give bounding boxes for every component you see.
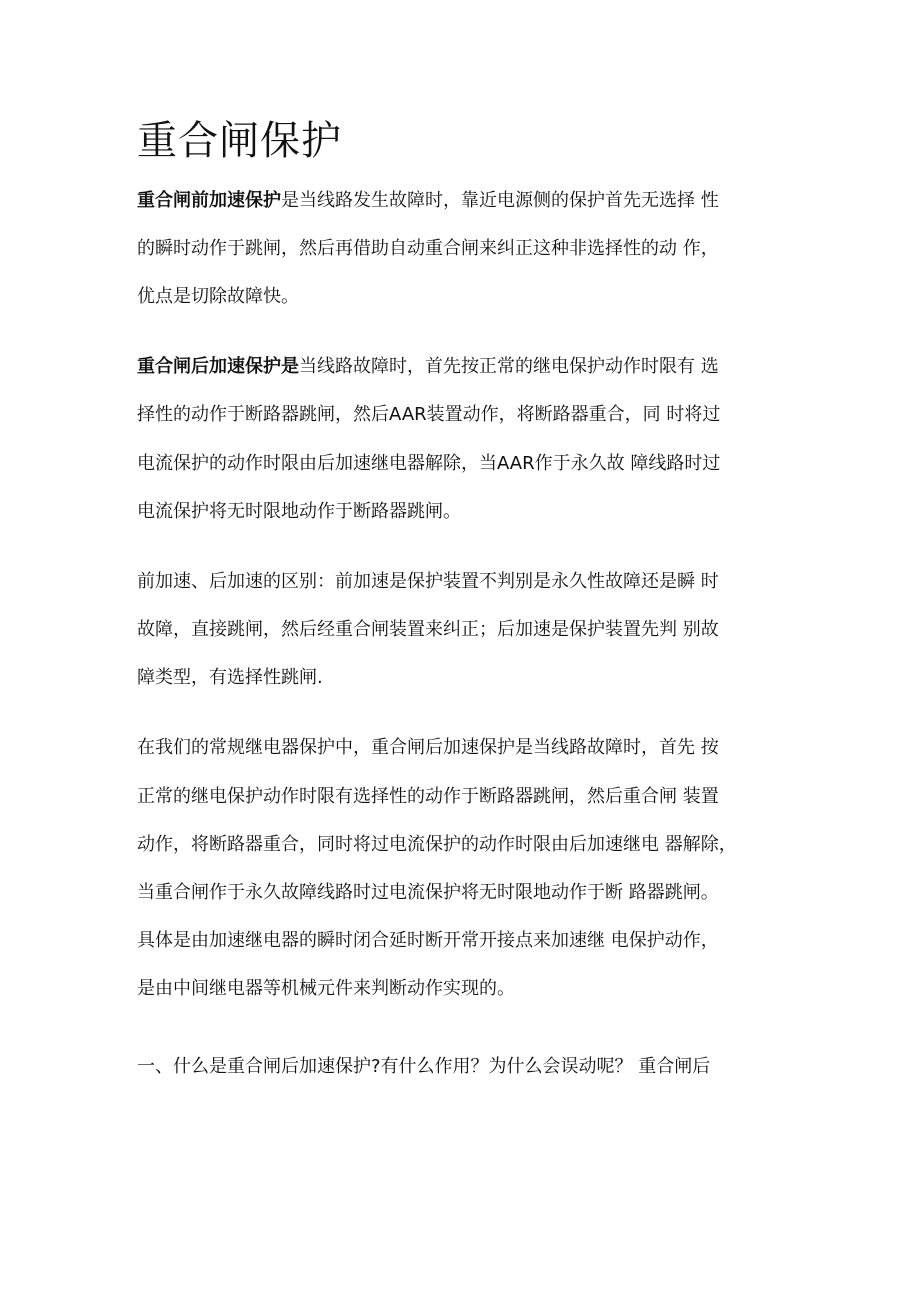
paragraph-4-line-4: 当重合闸作于永久故障线路时过电流保护将无时限地动作于断 路器跳闸。 (137, 882, 719, 903)
paragraph-4-line-1: 在我们的常规继电器保护中，重合闸后加速保护是当线路故障时，首先 按 (137, 737, 719, 758)
paragraph-1-line-3: 优点是切除故障快。 (137, 286, 299, 307)
paragraph-3-line-1: 前加速、后加速的区别：前加速是保护装置不判别是永久性故障还是瞬 时 (137, 571, 719, 592)
paragraph-2-line-2: 择性的动作于断路器跳闸，然后AAR装置动作，将断路器重合，同 时将过 (137, 404, 721, 425)
paragraph-1-line-1-text: 是当线路发生故障时，靠近电源侧的保护首先无选择 性 (281, 190, 719, 211)
paragraph-4-line-5: 具体是由加速继电器的瞬时闭合延时断开常开接点来加速继 电保护动作， (137, 930, 719, 951)
paragraph-4-line-6: 是由中间继电器等机械元件来判断动作实现的。 (137, 978, 515, 999)
document-title: 重合闸保护 (137, 118, 342, 164)
paragraph-1-line-2: 的瞬时动作于跳闸，然后再借助自动重合闸来纠正这种非选择性的动 作， (137, 238, 719, 259)
paragraph-2-line-4: 电流保护将无时限地动作于断路器跳闸。 (137, 501, 461, 522)
paragraph-5-line-1: 一、什么是重合闸后加速保护?有什么作用？为什么会误动呢？ 重合闸后 (137, 1056, 711, 1077)
paragraph-3-line-3: 障类型，有选择性跳闸. (137, 667, 323, 688)
paragraph-2-line-1-text: 当线路故障时，首先按正常的继电保护动作时限有 选 (299, 356, 719, 377)
paragraph-4-line-3: 动作，将断路器重合，同时将过电流保护的动作时限由后加速继电 器解除， (137, 834, 737, 855)
paragraph-1-lead-term: 重合闸前加速保护 (137, 190, 281, 211)
paragraph-2-line-3: 电流保护的动作时限由后加速继电器解除，当AAR作于永久故 障线路时过 (137, 453, 721, 474)
paragraph-2-lead-term: 重合闸后加速保护是 (137, 356, 299, 377)
paragraph-1-line-1 (137, 188, 797, 214)
paragraph-3-line-2: 故障，直接跳闸，然后经重合闸装置来纠正；后加速是保护装置先判 别故 (137, 619, 719, 640)
paragraph-2-line-1 (137, 354, 797, 380)
paragraph-4-line-2: 正常的继电保护动作时限有选择性的动作于断路器跳闸，然后重合闸 装置 (137, 786, 719, 807)
